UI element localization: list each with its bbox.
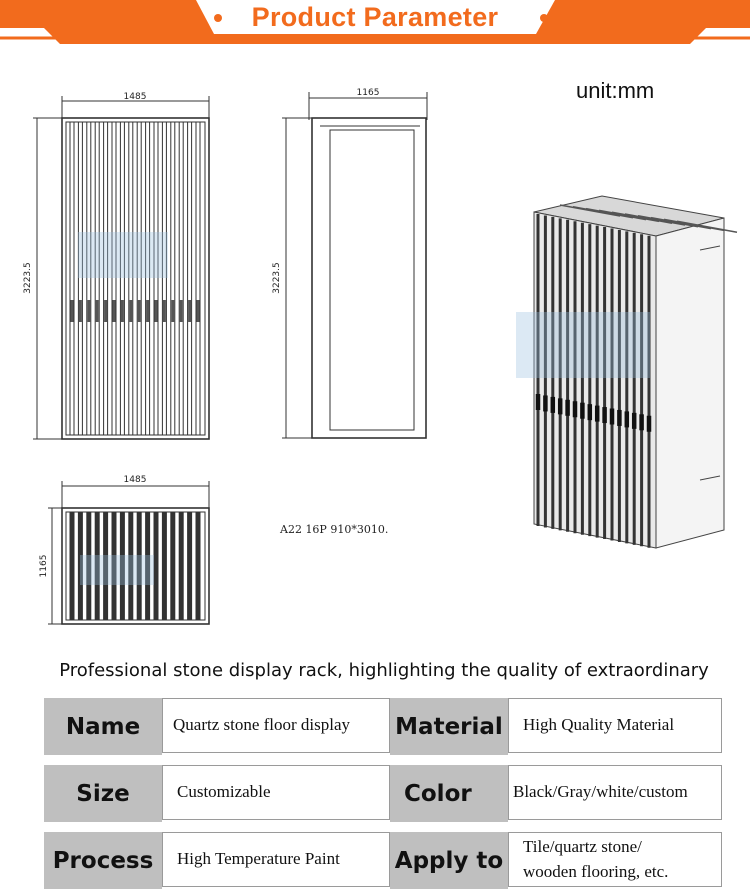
front-rack-bar bbox=[129, 122, 133, 435]
spec-label: Color bbox=[390, 765, 508, 822]
top-rack-bar bbox=[188, 512, 192, 620]
front-rack-notch bbox=[180, 300, 183, 322]
front-rack-notch bbox=[113, 300, 116, 322]
front-rack-bar bbox=[137, 122, 141, 435]
spec-label: Name bbox=[44, 698, 162, 755]
tagline: Professional stone display rack, highlighting the quality of extraordinary bbox=[59, 660, 709, 681]
bullet-right-icon bbox=[540, 14, 548, 22]
front-rack-notch bbox=[188, 300, 191, 322]
front-rack-bar bbox=[146, 122, 150, 435]
front-rack-notch bbox=[146, 300, 149, 322]
watermark-logo-front bbox=[78, 232, 168, 278]
top-width-label: 1485 bbox=[123, 475, 147, 485]
spec-value: High Quality Material bbox=[508, 698, 722, 753]
front-width-label: 1485 bbox=[123, 92, 147, 102]
spec-value: Tile/quartz stone/ wooden flooring, etc. bbox=[508, 832, 722, 887]
spec-row bbox=[44, 698, 722, 755]
spec-label: Process bbox=[44, 832, 162, 889]
spec-label: Material bbox=[390, 698, 508, 755]
front-rack-bar bbox=[112, 122, 116, 435]
spec-value: Quartz stone floor display bbox=[162, 698, 390, 753]
unit-label: unit:mm bbox=[576, 78, 655, 103]
front-rack-notch bbox=[79, 300, 82, 322]
front-rack-bar bbox=[78, 122, 82, 435]
top-rack-bar bbox=[179, 512, 183, 620]
top-rack-bar bbox=[171, 512, 175, 620]
side-width-label: 1165 bbox=[356, 88, 380, 98]
front-height-label: 3223.5 bbox=[23, 262, 33, 294]
front-rack-bar bbox=[162, 122, 166, 435]
front-rack-bar bbox=[95, 122, 99, 435]
technical-drawing bbox=[0, 50, 750, 650]
watermark-logo-top bbox=[80, 555, 154, 585]
front-rack-notch bbox=[197, 300, 200, 322]
front-rack-notch bbox=[96, 300, 99, 322]
spec-value: Black/Gray/white/custom bbox=[508, 765, 722, 820]
watermark-logo-iso bbox=[516, 312, 650, 378]
front-rack-bar bbox=[120, 122, 124, 435]
spec-row bbox=[44, 765, 722, 822]
front-rack-notch bbox=[138, 300, 141, 322]
spec-value: High Temperature Paint bbox=[162, 832, 390, 887]
top-rack-bar bbox=[162, 512, 166, 620]
front-rack-notch bbox=[87, 300, 90, 322]
front-rack-notch bbox=[121, 300, 124, 322]
front-rack-notch bbox=[163, 300, 166, 322]
spec-row bbox=[44, 832, 722, 889]
spec-label: Size bbox=[44, 765, 162, 822]
side-view-drawing bbox=[282, 92, 427, 438]
front-rack-bar bbox=[179, 122, 183, 435]
side-height-label: 3223.5 bbox=[272, 262, 282, 294]
front-rack-bar bbox=[196, 122, 200, 435]
top-rack-bar bbox=[70, 512, 74, 620]
front-rack-notch bbox=[104, 300, 107, 322]
spec-label: Apply to bbox=[390, 832, 508, 889]
top-rack-bar bbox=[196, 512, 200, 620]
front-rack-notch bbox=[155, 300, 158, 322]
header-banner bbox=[0, 0, 750, 46]
front-rack-bar bbox=[188, 122, 192, 435]
model-code: A22 16P 910*3010. bbox=[280, 523, 389, 536]
front-rack-bar bbox=[154, 122, 158, 435]
page-title: Product Parameter bbox=[251, 2, 499, 32]
front-rack-notch bbox=[71, 300, 74, 322]
front-rack-bar bbox=[171, 122, 175, 435]
front-rack-bar bbox=[104, 122, 108, 435]
front-rack-bar bbox=[87, 122, 91, 435]
top-depth-label: 1165 bbox=[39, 554, 49, 578]
front-rack-notch bbox=[129, 300, 132, 322]
top-rack-bar bbox=[154, 512, 158, 620]
front-rack-bar bbox=[70, 122, 74, 435]
spec-value: Customizable bbox=[162, 765, 390, 820]
front-rack-notch bbox=[171, 300, 174, 322]
top-view-drawing bbox=[48, 481, 209, 624]
